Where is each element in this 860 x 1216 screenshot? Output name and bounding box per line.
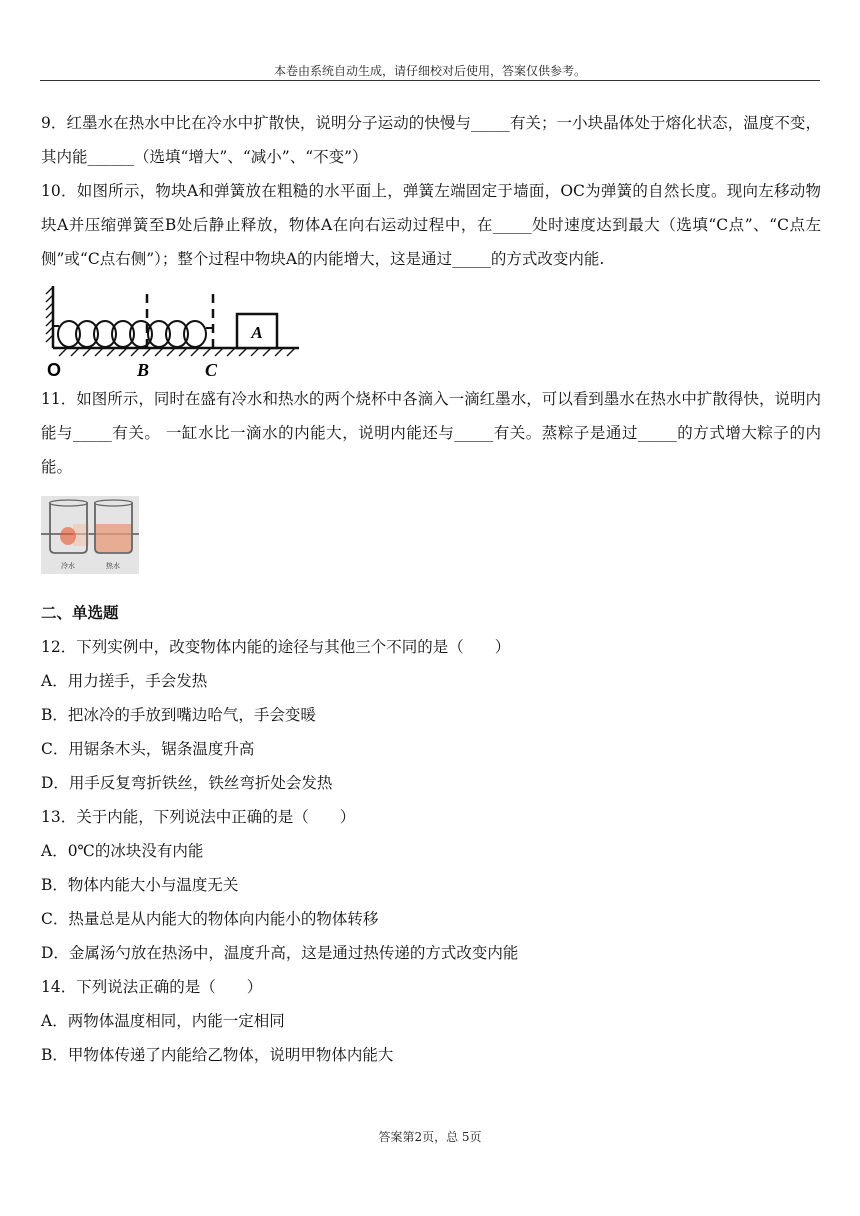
block-a-label: A [251, 323, 263, 342]
question-12-option-a: A．用力搓手，手会发热 [41, 672, 208, 690]
question-13-option-d: D．金属汤勺放在热汤中，温度升高，这是通过热传递的方式改变内能 [41, 944, 519, 962]
question-12-option-b: B．把冰冷的手放到嘴边哈气，手会变暖 [41, 706, 316, 724]
question-12-option-c: C．用锯条木头，锯条温度升高 [41, 740, 255, 758]
question-13-stem: 13．关于内能，下列说法中正确的是（ ） [41, 808, 356, 826]
question-14-stem: 14．下列说法正确的是（ ） [41, 978, 263, 996]
question-13-option-c: C．热量总是从内能大的物体向内能小的物体转移 [41, 910, 379, 928]
point-o-label: O [47, 360, 62, 378]
header-divider [40, 80, 820, 81]
question-10: 10．如图所示，物块A和弹簧放在粗糙的水平面上，弹簧左端固定于墙面，OC为弹簧的自然长度。现向左移动物块A并压缩弹簧至B处后静止释放，物体A在向右运动过程中，在_____处时速度达到最大（选填“C点”、“C点左侧”或“C点右侧”）；整个过程中物块A的内能增大，这是通过_____的方式改变内能. [41, 182, 821, 268]
question-14-option-b: B．甲物体传递了内能给乙物体，说明甲物体内能大 [41, 1046, 394, 1064]
document-body [41, 106, 821, 1072]
question-12-stem: 12．下列实例中，改变物体内能的途径与其他三个不同的是（ ） [41, 638, 511, 656]
question-13-option-b: B．物体内能大小与温度无关 [41, 876, 239, 894]
page-header: 本卷由系统自动生成，请仔细校对后使用，答案仅供参考。 [273, 64, 586, 78]
question-14-option-a: A．两物体温度相同，内能一定相同 [41, 1012, 285, 1030]
page-footer: 答案第2页，总 5页 [378, 1130, 482, 1144]
hot-water-caption: 热水 [106, 562, 120, 570]
beakers-figure [41, 496, 139, 574]
question-13-option-a: A．0℃的冰块没有内能 [41, 842, 204, 860]
section-title: 二、单选题 [41, 603, 119, 622]
spring-block-figure [45, 284, 305, 378]
question-12-option-d: D．用手反复弯折铁丝，铁丝弯折处会发热 [41, 774, 333, 792]
point-c-label: C [205, 360, 218, 378]
point-b-label: B [137, 360, 150, 378]
cold-water-caption: 冷水 [61, 562, 75, 570]
spring-coils [53, 321, 213, 347]
question-11: 11．如图所示，同时在盛有冷水和热水的两个烧杯中各滴入一滴红墨水，可以看到墨水在热水中扩散得快，说明内能与_____有关。 一缸水比一滴水的内能大，说明内能还与_____有关。蒸粽子是通过_____的方式增大粽子的内能。 [41, 390, 821, 476]
question-9: 9．红墨水在热水中比在冷水中扩散快，说明分子运动的快慢与_____有关；一小块晶体处于熔化状态，温度不变，其内能______（选填“增大”、“减小”、“不变”） [41, 114, 821, 166]
